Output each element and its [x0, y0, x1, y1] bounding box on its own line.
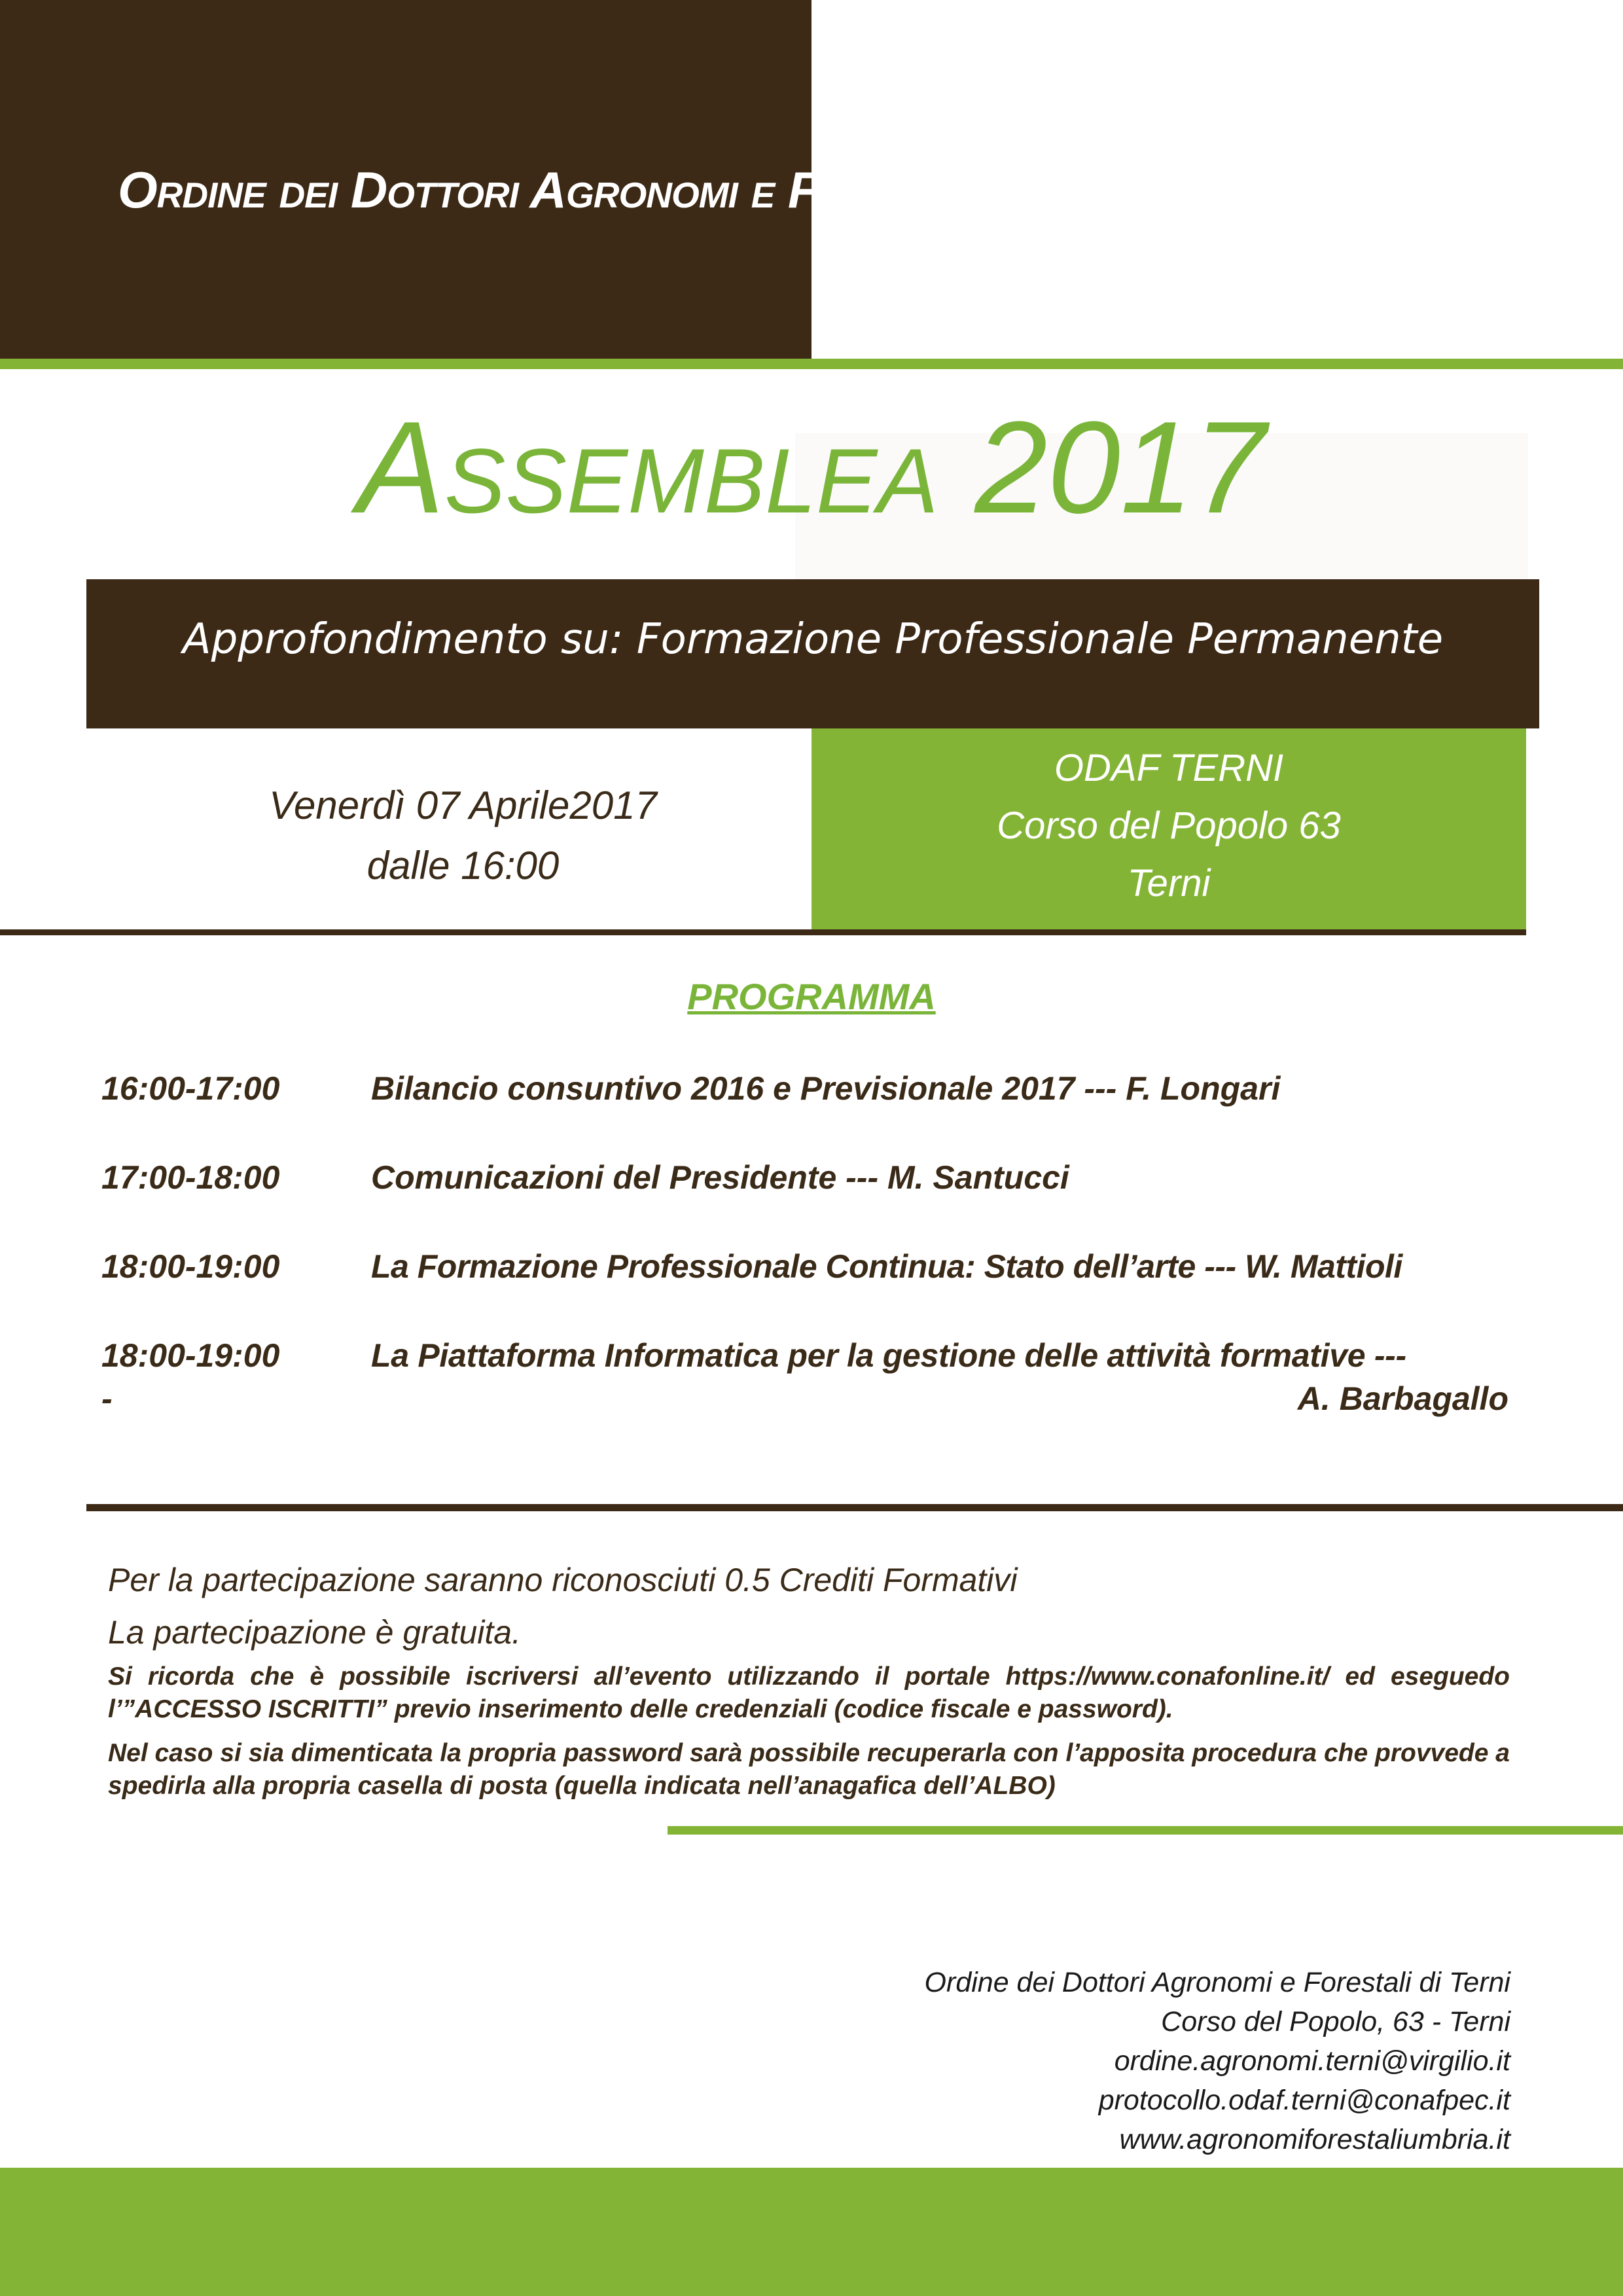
program-desc: La Piattaforma Informatica per la gestione delle attività formative ---: [371, 1337, 1406, 1374]
footer-org: Ordine dei Dottori Agronomi e Forestali di Terni: [924, 1967, 1510, 1998]
footer-green-band: [0, 2168, 1623, 2296]
program-desc: Comunicazioni del Presidente --- M. Santucci: [371, 1159, 1069, 1196]
program-desc: La Formazione Professionale Continua: Stato dell’arte --- W. Mattioli: [371, 1248, 1402, 1285]
divider-top: [0, 929, 1526, 935]
password-note: Nel caso si sia dimenticata la propria password sarà possibile recuperarla con l’apposita procedura che provvede a spedirla alla propria casella di posta (quella indicata nell’anagafica dell’ALBO): [108, 1739, 1510, 1800]
credits-text: Per la partecipazione saranno riconosciuti 0.5 Crediti Formativi: [108, 1562, 1018, 1598]
footer-email[interactable]: ordine.agronomi.terni@virgilio.it: [1114, 2045, 1510, 2077]
program-time: 16:00-17:00: [101, 1070, 280, 1107]
program-dash: -: [101, 1380, 113, 1417]
footer-website[interactable]: www.agronomiforestaliumbria.it: [1119, 2124, 1510, 2155]
venue-text: [812, 740, 1526, 912]
event-date: [0, 776, 926, 896]
event-title: Assemblea 2017: [357, 395, 1266, 541]
divider-green: [668, 1826, 1623, 1835]
footer-pec[interactable]: protocollo.odaf.terni@conafpec.it: [1098, 2085, 1510, 2116]
free-text: La partecipazione è gratuita.: [108, 1614, 521, 1651]
program-speaker: A. Barbagallo: [1297, 1380, 1508, 1417]
program-time: 18:00-19:00: [101, 1337, 280, 1374]
event-subtitle: Approfondimento su: Formazione Professionale Permanente: [182, 615, 1444, 664]
registration-note: Si ricorda che è possibile iscriversi all’evento utilizzando il portale https://www.conafonline.it/ ed eseguedo l’”ACCESSO ISCRITTI” previo inserimento delle credenziali (codice fiscale e password).: [108, 1662, 1510, 1723]
footer-address: Corso del Popolo, 63 - Terni: [1161, 2006, 1510, 2037]
program-time: 18:00-19:00: [101, 1248, 280, 1285]
event-date-line: Venerdì 07 Aprile2017: [269, 783, 657, 827]
header-green-rule: [0, 359, 1623, 369]
venue-line: Terni: [1127, 862, 1211, 905]
program-heading: PROGRAMMA: [687, 976, 936, 1017]
venue-line: Corso del Popolo 63: [997, 804, 1341, 847]
venue-line: ODAF TERNI: [1054, 747, 1284, 789]
program-time: 17:00-18:00: [101, 1159, 280, 1196]
org-title: Ordine dei Dottori Agronomi e Forestali di terni: [118, 161, 1159, 219]
event-time-line: dalle 16:00: [366, 844, 560, 888]
divider-middle: [86, 1504, 1623, 1511]
program-desc: Bilancio consuntivo 2016 e Previsionale 2017 --- F. Longari: [371, 1070, 1281, 1107]
